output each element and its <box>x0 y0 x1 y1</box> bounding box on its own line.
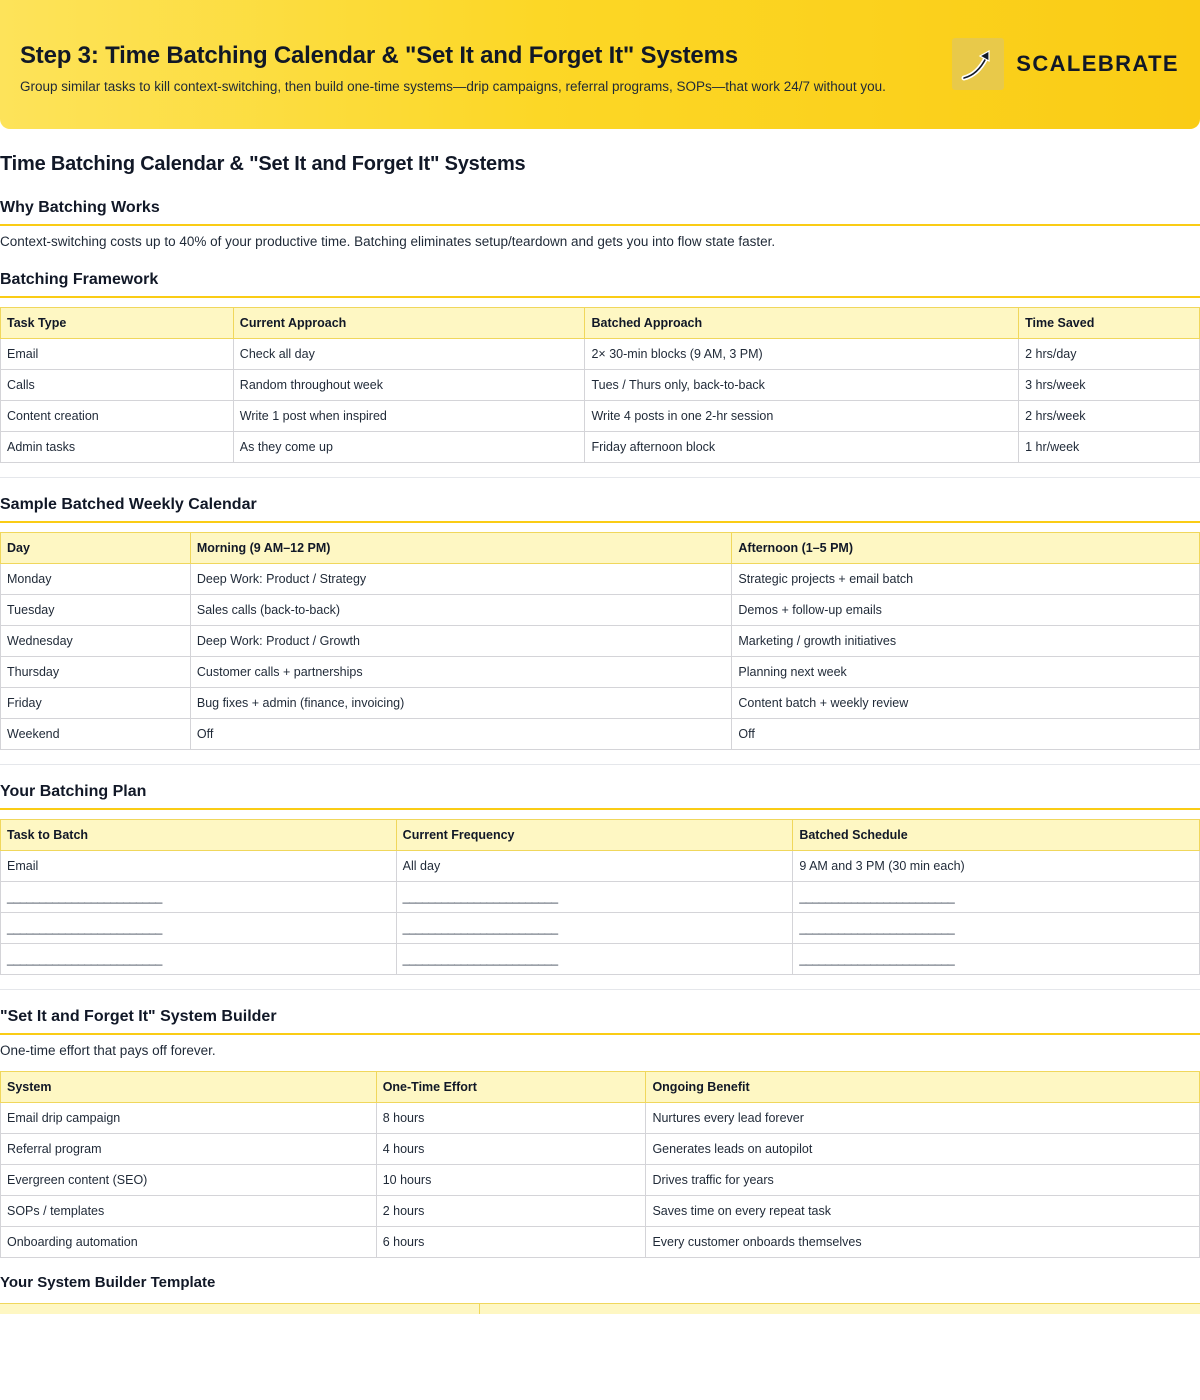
section-title: "Set It and Forget It" System Builder <box>0 1008 1200 1035</box>
table-cell: 3 hrs/week <box>1019 370 1200 401</box>
table-cell: Email <box>1 339 234 370</box>
column-header: Morning (9 AM–12 PM) <box>190 533 732 564</box>
batching-plan-table <box>0 819 1200 975</box>
column-header: Ongoing Benefit <box>646 1072 1200 1103</box>
blank-fill-in-cell[interactable]: ________________________ <box>793 944 1200 975</box>
table-row <box>1 688 1200 719</box>
table-cell: Saves time on every repeat task <box>646 1196 1200 1227</box>
column-header: Afternoon (1–5 PM) <box>732 533 1200 564</box>
table-cell: 2 hours <box>376 1196 646 1227</box>
table-cell: Friday afternoon block <box>585 432 1019 463</box>
table-header-row <box>1 533 1200 564</box>
column-header: Task to Batch <box>1 820 397 851</box>
table-row <box>1 851 1200 882</box>
table-cell: Demos + follow-up emails <box>732 595 1200 626</box>
column-header: System <box>1 1072 377 1103</box>
table-cell: Drives traffic for years <box>646 1165 1200 1196</box>
table-cell: Off <box>732 719 1200 750</box>
header-subtitle: Group similar tasks to kill context-switching, then build one-time systems—drip campaigns, referral programs, SOPs—that work 24/7 without you. <box>20 79 886 94</box>
section-title: Your System Builder Template <box>0 1274 216 1291</box>
table-cell: Sales calls (back-to-back) <box>190 595 732 626</box>
brand-name: SCALEBRATE <box>1016 51 1179 76</box>
page-header <box>0 0 1200 129</box>
section-batching-plan <box>0 783 1200 975</box>
table-cell: Content creation <box>1 401 234 432</box>
table-cell: Thursday <box>1 657 191 688</box>
section-divider <box>0 764 1200 765</box>
table-cell: SOPs / templates <box>1 1196 377 1227</box>
table-cell: Admin tasks <box>1 432 234 463</box>
table-row <box>1 1227 1200 1258</box>
table-cell: Onboarding automation <box>1 1227 377 1258</box>
table-cell: 4 hours <box>376 1134 646 1165</box>
brand <box>952 38 1179 90</box>
table-row <box>1 339 1200 370</box>
section-system-builder <box>0 1008 1200 1258</box>
table-cell: 6 hours <box>376 1227 646 1258</box>
section-weekly-calendar <box>0 496 1200 750</box>
table-row <box>1 564 1200 595</box>
column-header: Day <box>1 533 191 564</box>
table-cell: Deep Work: Product / Growth <box>190 626 732 657</box>
table-cell: Content batch + weekly review <box>732 688 1200 719</box>
section-title: Sample Batched Weekly Calendar <box>0 496 1200 523</box>
table-cell: Evergreen content (SEO) <box>1 1165 377 1196</box>
section-divider <box>0 477 1200 478</box>
table-cell: Calls <box>1 370 234 401</box>
table-cell: Off <box>190 719 732 750</box>
table-header-row <box>1 1072 1200 1103</box>
table-row <box>1 432 1200 463</box>
section-why-batching <box>0 199 1200 249</box>
weekly-calendar-table <box>0 532 1200 750</box>
table-row[interactable] <box>1 913 1200 944</box>
table-row <box>1 626 1200 657</box>
table-cell: 1 hr/week <box>1019 432 1200 463</box>
table-cell: Bug fixes + admin (finance, invoicing) <box>190 688 732 719</box>
table-row <box>1 370 1200 401</box>
table-cell: As they come up <box>233 432 585 463</box>
table-row[interactable] <box>1 882 1200 913</box>
table-cell: 2 hrs/day <box>1019 339 1200 370</box>
table-row <box>1 1165 1200 1196</box>
table-cell: Write 4 posts in one 2-hr session <box>585 401 1019 432</box>
blank-fill-in-cell[interactable]: ________________________ <box>1 882 397 913</box>
blank-fill-in-cell[interactable]: ________________________ <box>396 913 793 944</box>
rising-arrow-logo-icon <box>952 38 1004 90</box>
table-cell: Planning next week <box>732 657 1200 688</box>
column-divider <box>479 1304 480 1314</box>
column-header: Current Frequency <box>396 820 793 851</box>
table-cell: 10 hours <box>376 1165 646 1196</box>
table-cell: Referral program <box>1 1134 377 1165</box>
table-cell: Tues / Thurs only, back-to-back <box>585 370 1019 401</box>
template-table-header <box>0 1303 1200 1314</box>
table-cell: 2× 30-min blocks (9 AM, 3 PM) <box>585 339 1019 370</box>
table-row[interactable] <box>1 944 1200 975</box>
table-row <box>1 1103 1200 1134</box>
header-title: Step 3: Time Batching Calendar & "Set It and Forget It" Systems <box>20 42 738 69</box>
table-cell: Write 1 post when inspired <box>233 401 585 432</box>
system-builder-table <box>0 1071 1200 1258</box>
table-row <box>1 595 1200 626</box>
table-cell: Email drip campaign <box>1 1103 377 1134</box>
table-cell: 9 AM and 3 PM (30 min each) <box>793 851 1200 882</box>
table-row <box>1 657 1200 688</box>
table-row <box>1 1196 1200 1227</box>
table-cell: Marketing / growth initiatives <box>732 626 1200 657</box>
table-cell: Check all day <box>233 339 585 370</box>
table-header-row <box>1 308 1200 339</box>
table-cell: Wednesday <box>1 626 191 657</box>
table-cell: Customer calls + partnerships <box>190 657 732 688</box>
section-title: Batching Framework <box>0 271 1200 298</box>
table-cell: Weekend <box>1 719 191 750</box>
column-header: Batched Approach <box>585 308 1019 339</box>
table-cell: Monday <box>1 564 191 595</box>
why-text: Context-switching costs up to 40% of your productive time. Batching eliminates setup/teardown and gets you into flow state faster. <box>0 234 776 249</box>
system-builder-intro: One-time effort that pays off forever. <box>0 1043 216 1058</box>
table-cell: All day <box>396 851 793 882</box>
table-cell: 8 hours <box>376 1103 646 1134</box>
table-cell: Email <box>1 851 397 882</box>
column-header: Task Type <box>1 308 234 339</box>
blank-fill-in-cell[interactable]: ________________________ <box>396 944 793 975</box>
column-header: Current Approach <box>233 308 585 339</box>
table-cell: Friday <box>1 688 191 719</box>
blank-fill-in-cell[interactable]: ________________________ <box>1 944 397 975</box>
table-header-row <box>1 820 1200 851</box>
table-cell: Nurtures every lead forever <box>646 1103 1200 1134</box>
section-title: Your Batching Plan <box>0 783 1200 810</box>
section-title: Why Batching Works <box>0 199 1200 226</box>
table-cell: Random throughout week <box>233 370 585 401</box>
blank-fill-in-cell[interactable]: ________________________ <box>793 913 1200 944</box>
batching-framework-table <box>0 307 1200 463</box>
blank-fill-in-cell[interactable]: ________________________ <box>1 913 397 944</box>
column-header: Batched Schedule <box>793 820 1200 851</box>
table-cell: Deep Work: Product / Strategy <box>190 564 732 595</box>
table-cell: Every customer onboards themselves <box>646 1227 1200 1258</box>
column-header: Time Saved <box>1019 308 1200 339</box>
column-header: One-Time Effort <box>376 1072 646 1103</box>
section-system-template <box>0 1274 1200 1314</box>
blank-fill-in-cell[interactable]: ________________________ <box>396 882 793 913</box>
table-cell: Generates leads on autopilot <box>646 1134 1200 1165</box>
section-batching-framework <box>0 271 1200 463</box>
section-divider <box>0 989 1200 990</box>
table-row <box>1 401 1200 432</box>
blank-fill-in-cell[interactable]: ________________________ <box>793 882 1200 913</box>
table-row <box>1 719 1200 750</box>
table-cell: 2 hrs/week <box>1019 401 1200 432</box>
table-cell: Strategic projects + email batch <box>732 564 1200 595</box>
document-title: Time Batching Calendar & "Set It and Forget It" Systems <box>0 153 526 175</box>
table-row <box>1 1134 1200 1165</box>
table-cell: Tuesday <box>1 595 191 626</box>
